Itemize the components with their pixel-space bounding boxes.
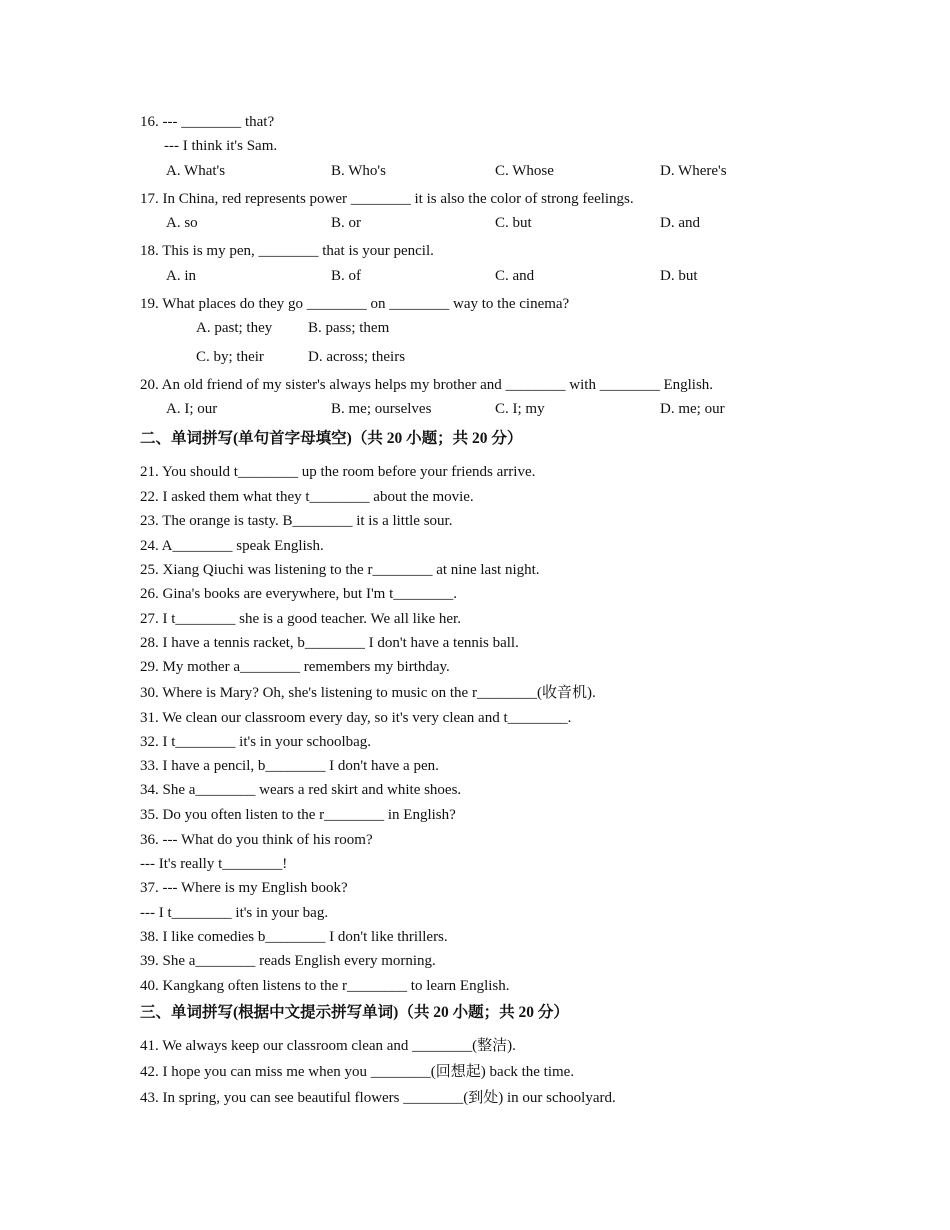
question-30: 30. Where is Mary? Oh, she's listening to music on the r________(收音机). <box>140 685 596 701</box>
question-23: 23. The orange is tasty. B________ it is a little sour. <box>140 513 453 529</box>
section-2-title: 二、单词拼写(单句首字母填空)（共 20 小题；共 20 分） <box>140 430 523 447</box>
question-31: 31. We clean our classroom every day, so it's very clean and t________. <box>140 710 572 726</box>
question-37: 37. --- Where is my English book? <box>140 880 348 896</box>
question-29: 29. My mother a________ remembers my birthday. <box>140 659 450 675</box>
question-20-option-d: D. me; our <box>660 401 725 417</box>
question-17-option-b: B. or <box>331 215 361 231</box>
question-35: 35. Do you often listen to the r________ in English? <box>140 807 456 823</box>
question-16-option-c: C. Whose <box>495 163 554 179</box>
question-20-option-c: C. I; my <box>495 401 545 417</box>
section-3-title: 三、单词拼写(根据中文提示拼写单词)（共 20 小题；共 20 分） <box>140 1004 569 1021</box>
question-39: 39. She a________ reads English every morning. <box>140 953 436 969</box>
question-33: 33. I have a pencil, b________ I don't have a pen. <box>140 758 439 774</box>
question-19-option-d: D. across; theirs <box>308 349 406 365</box>
question-24: 24. A________ speak English. <box>140 538 324 554</box>
question-42: 42. I hope you can miss me when you ________(回想起) back the time. <box>140 1064 575 1080</box>
question-37-response: --- I t________ it's in your bag. <box>140 905 329 921</box>
question-19-stem: 19. What places do they go ________ on ________ way to the cinema? <box>140 296 570 312</box>
question-17-option-a: A. so <box>166 215 198 231</box>
question-25: 25. Xiang Qiuchi was listening to the r________ at nine last night. <box>140 562 540 578</box>
question-26: 26. Gina's books are everywhere, but I'm t________. <box>140 586 457 602</box>
question-20-option-b: B. me; ourselves <box>331 401 432 417</box>
question-18-stem: 18. This is my pen, ________ that is your pencil. <box>140 243 434 259</box>
question-18-option-d: D. but <box>660 268 698 284</box>
question-38: 38. I like comedies b________ I don't like thrillers. <box>140 929 448 945</box>
question-17-option-d: D. and <box>660 215 700 231</box>
question-19-option-a: A. past; they <box>196 320 273 336</box>
question-21: 21. You should t________ up the room before your friends arrive. <box>140 464 536 480</box>
question-20-stem: 20. An old friend of my sister's always helps my brother and ________ with ________ English. <box>140 377 714 393</box>
question-41: 41. We always keep our classroom clean and ________(整洁). <box>140 1038 516 1054</box>
question-17-stem: 17. In China, red represents power ________ it is also the color of strong feelings. <box>140 191 634 207</box>
question-18-option-b: B. of <box>331 268 361 284</box>
question-18-option-a: A. in <box>166 268 196 284</box>
question-17-option-c: C. but <box>495 215 532 231</box>
question-16-response: --- I think it's Sam. <box>164 138 278 154</box>
question-16-stem: 16. --- ________ that? <box>140 114 275 130</box>
question-43: 43. In spring, you can see beautiful flowers ________(到处) in our schoolyard. <box>140 1090 616 1106</box>
question-34: 34. She a________ wears a red skirt and white shoes. <box>140 782 462 798</box>
question-16-option-d: D. Where's <box>660 163 727 179</box>
question-27: 27. I t________ she is a good teacher. We all like her. <box>140 611 461 627</box>
question-19-option-c: C. by; their <box>196 349 264 365</box>
question-32: 32. I t________ it's in your schoolbag. <box>140 734 372 750</box>
question-36: 36. --- What do you think of his room? <box>140 832 373 848</box>
question-20-option-a: A. I; our <box>166 401 218 417</box>
question-22: 22. I asked them what they t________ about the movie. <box>140 489 474 505</box>
question-16-option-b: B. Who's <box>331 163 386 179</box>
question-19-option-b: B. pass; them <box>308 320 390 336</box>
question-36-response: --- It's really t________! <box>140 856 288 872</box>
question-28: 28. I have a tennis racket, b________ I don't have a tennis ball. <box>140 635 519 651</box>
question-16-option-a: A. What's <box>166 163 226 179</box>
question-18-option-c: C. and <box>495 268 535 284</box>
question-40: 40. Kangkang often listens to the r________ to learn English. <box>140 978 510 994</box>
